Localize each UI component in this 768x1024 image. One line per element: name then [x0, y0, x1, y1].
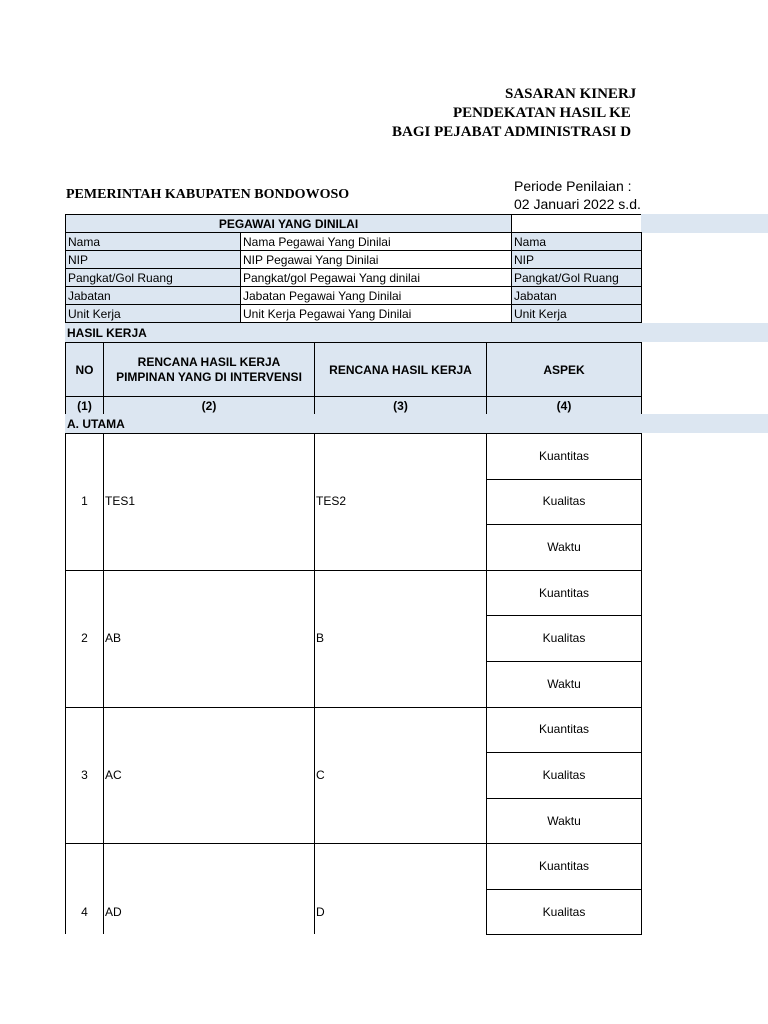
grid-line-h — [486, 934, 642, 935]
pegawai-right-label: Unit Kerja — [511, 304, 642, 323]
pegawai-label: NIP — [65, 250, 241, 269]
col-header-no: NO — [65, 342, 104, 397]
pegawai-label: Nama — [65, 232, 241, 251]
grid-line-v — [65, 707, 66, 844]
row-no: 2 — [81, 631, 88, 646]
row-aspek: Kualitas — [542, 904, 586, 919]
pegawai-value: Unit Kerja Pegawai Yang Dinilai — [240, 304, 512, 323]
row-rencana: D — [316, 904, 325, 919]
row-aspek: Waktu — [547, 676, 581, 691]
title-line-3: BAGI PEJABAT ADMINISTRASI D — [392, 124, 632, 140]
pegawai-right-label: Nama — [511, 232, 642, 251]
row-pimpinan: AD — [105, 904, 122, 919]
row-rencana: B — [316, 631, 325, 646]
title-line-1: SASARAN KINERJ — [505, 86, 637, 102]
grid-line-v — [314, 707, 315, 844]
pegawai-right-label: NIP — [511, 250, 642, 269]
col-number-4: (4) — [486, 396, 642, 415]
grid-line-v — [314, 843, 315, 934]
grid-line-h — [486, 889, 642, 890]
row-aspek: Kualitas — [542, 494, 586, 509]
pegawai-label: Unit Kerja — [65, 304, 241, 323]
grid-line-v — [103, 707, 104, 844]
row-no: 3 — [81, 768, 88, 782]
grid-line-v — [103, 843, 104, 934]
row-pimpinan: AB — [105, 631, 122, 646]
grid-line-h — [486, 752, 642, 753]
row-aspek: Waktu — [547, 539, 581, 554]
grid-line-v — [314, 570, 315, 707]
pegawai-right-label: Jabatan — [511, 286, 642, 305]
row-no: 1 — [81, 494, 88, 509]
pegawai-label: Jabatan — [65, 286, 241, 305]
row-aspek: Waktu — [547, 813, 581, 828]
pegawai-right-header — [511, 214, 642, 233]
row-pimpinan: TES1 — [105, 494, 136, 509]
grid-line-v — [103, 570, 104, 707]
grid-line-h — [486, 661, 642, 662]
right-band — [641, 214, 768, 233]
hasil-kerja-title: HASIL KERJA — [65, 323, 768, 342]
row-aspek: Kualitas — [542, 767, 586, 782]
col-number-3: (3) — [314, 396, 487, 415]
row-aspek: Kuantitas — [538, 859, 590, 874]
grid-line-h — [486, 524, 642, 525]
pegawai-value: Pangkat/gol Pegawai Yang dinilai — [240, 268, 512, 287]
col-number-1: (1) — [65, 396, 104, 415]
grid-line-h — [486, 479, 642, 480]
pegawai-section-title: PEGAWAI YANG DINILAI — [65, 214, 512, 233]
pegawai-label: Pangkat/Gol Ruang — [65, 268, 241, 287]
row-rencana: TES2 — [316, 494, 347, 509]
title-line-2: PENDEKATAN HASIL KE — [453, 105, 631, 121]
grid-line-h — [486, 798, 642, 799]
col-number-2: (2) — [103, 396, 315, 415]
grid-line-v — [65, 570, 66, 707]
period-value: 02 Januari 2022 s.d. — [514, 196, 641, 212]
pegawai-value: Jabatan Pegawai Yang Dinilai — [240, 286, 512, 305]
row-pimpinan: AC — [105, 768, 122, 782]
grid-line-v — [65, 843, 66, 934]
row-aspek: Kuantitas — [538, 722, 590, 737]
row-aspek: Kualitas — [542, 631, 586, 646]
period-label: Periode Penilaian : — [514, 178, 632, 194]
row-rencana: C — [316, 768, 325, 782]
row-aspek: Kuantitas — [538, 448, 590, 463]
col-header-pimpinan: RENCANA HASIL KERJA PIMPINAN YANG DI INTERVENSI — [103, 342, 315, 397]
organization-name: PEMERINTAH KABUPATEN BONDOWOSO — [66, 187, 350, 202]
pegawai-value: Nama Pegawai Yang Dinilai — [240, 232, 512, 251]
grid-line-v — [65, 433, 66, 570]
grid-line-v — [103, 433, 104, 570]
col-header-rencana: RENCANA HASIL KERJA — [314, 342, 487, 397]
pegawai-right-label: Pangkat/Gol Ruang — [511, 268, 642, 287]
grid-line-h — [486, 615, 642, 616]
grid-line-v — [314, 433, 315, 570]
group-label-utama: A. UTAMA — [65, 414, 768, 433]
row-aspek: Kuantitas — [538, 585, 590, 600]
col-header-aspek: ASPEK — [486, 342, 642, 397]
row-no: 4 — [81, 904, 88, 919]
pegawai-value: NIP Pegawai Yang Dinilai — [240, 250, 512, 269]
